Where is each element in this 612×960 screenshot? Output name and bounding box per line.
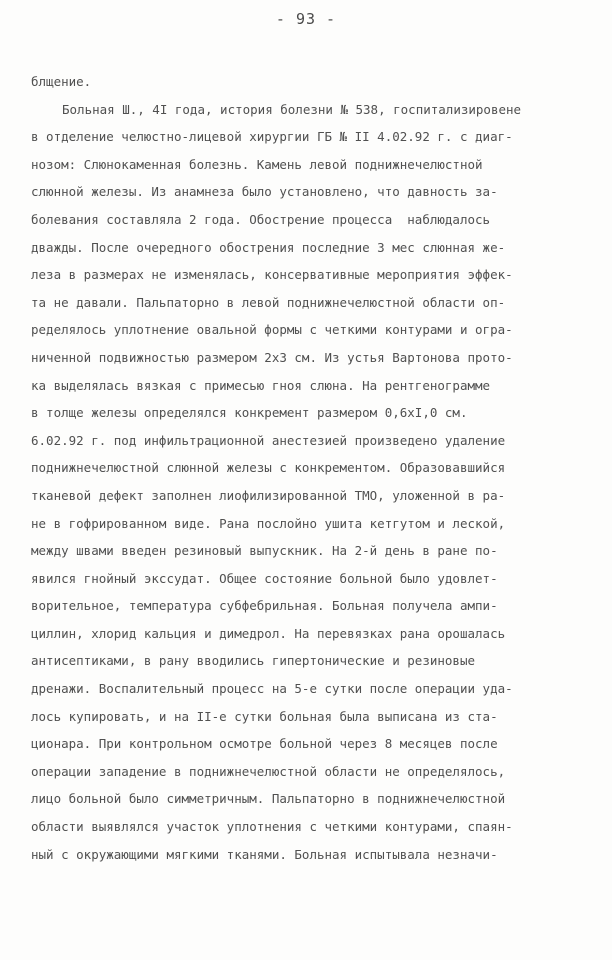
text-line: области выявлялся участок уплотнения с четкими контурами, спаян-: [31, 819, 513, 835]
text-line: поднижнечелюстной слюнной железы с конкрементом. Образовавшийся: [31, 460, 506, 476]
text-line: Больная Ш., 4I года, история болезни № 538, госпитализировене: [62, 101, 522, 117]
body-text: [31, 68, 591, 868]
text-line: ный с окружающими мягкими тканями. Больная испытывала незначи-: [31, 846, 498, 862]
text-line: нозом: Слюнокаменная болезнь. Камень левой поднижнечелюстной: [31, 156, 483, 172]
text-line: 6.02.92 г. под инфильтрационной анестезией произведено удаление: [31, 432, 506, 448]
text-line: ворительное, температура субфебрильная. Больная получела ампи-: [31, 598, 498, 614]
text-line: не в гофрированном виде. Рана послойно ушита кетгутом и леской,: [31, 515, 506, 531]
text-line: ниченной подвижностью размером 2х3 см. Из устья Вартонова прото-: [31, 349, 513, 365]
text-line: дренажи. Воспалительный процесс на 5-е сутки после операции уда-: [31, 681, 513, 697]
text-line: явился гнойный экссудат. Общее состояние больной было удовлет-: [31, 570, 498, 586]
text-line: слюнной железы. Из анамнеза было установлено, что давность за-: [31, 184, 498, 200]
text-line: та не давали. Пальпаторно в левой поднижнечелюстной области оп-: [31, 294, 506, 310]
text-line: операции западение в поднижнечелюстной области не определялось,: [31, 763, 506, 779]
text-line: циллин, хлорид кальция и димедрол. На перевязках рана орошалась: [31, 625, 506, 641]
text-line: ка выделялась вязкая с примесью гноя слюна. На рентгенограмме: [31, 377, 491, 393]
text-line: ределялось уплотнение овальной формы с четкими контурами и огра-: [31, 322, 513, 338]
page-number: - 93 -: [275, 10, 337, 28]
text-line: дважды. После очередного обострения последние 3 мес слюнная же-: [31, 239, 506, 255]
text-line: лицо больной было симметричным. Пальпаторно в поднижнечелюстной: [31, 791, 506, 807]
text-line: блщение.: [31, 74, 92, 89]
text-line: ционара. При контрольном осмотре больной через 8 месяцев после: [31, 736, 498, 752]
text-line: в толще железы определялся конкремент размером 0,6хI,0 см.: [31, 405, 468, 421]
text-line: леза в размерах не изменялась, консервативные мероприятия эффек-: [31, 267, 513, 283]
text-line: антисептиками, в рану вводились гипертонические и резиновые: [31, 653, 476, 669]
text-line: в отделение челюстно-лицевой хирургии ГБ № II 4.02.92 г. с диаг-: [31, 129, 513, 145]
text-line: болевания составляла 2 года. Обострение процесса наблюдалось: [31, 211, 491, 227]
text-line: тканевой дефект заполнен лиофилизированной ТМО, уложенной в ра-: [31, 487, 506, 503]
text-line: между швами введен резиновый выпускник. На 2-й день в ране по-: [31, 543, 498, 559]
text-line: лось купировать, и на II-е сутки больная была выписана из ста-: [31, 708, 498, 724]
